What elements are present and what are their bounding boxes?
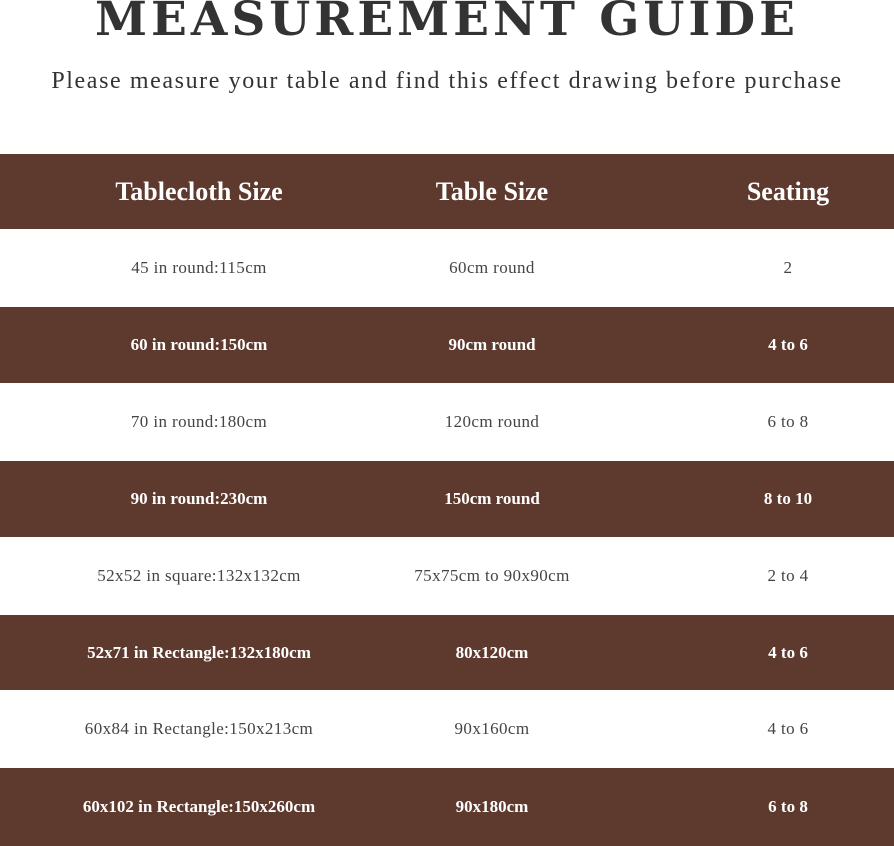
seating-cell: 2 [783,258,793,277]
table-size-cell: 80x120cm [455,642,529,662]
seating-cell: 4 to 6 [768,335,808,354]
seating-cell: 4 to 6 [767,719,809,738]
table-row [0,229,894,307]
table-row [0,461,894,537]
tablecloth-size-cell: 60x102 in Rectangle:150x260cm [82,797,316,816]
tablecloth-size-cell: 52x71 in Rectangle:132x180cm [87,642,311,662]
page-title: MEASUREMENT GUIDE [95,0,799,47]
table-row [0,768,894,846]
header-tablecloth-size: Tablecloth Size [115,176,283,206]
seating-cell: 8 to 10 [763,489,813,508]
seating-cell: 6 to 8 [767,412,809,431]
table-row [0,383,894,461]
table-row [0,307,894,383]
table-row [0,537,894,615]
tablecloth-size-cell: 70 in round:180cm [130,412,268,431]
tablecloth-size-cell: 52x52 in square:132x132cm [97,566,301,585]
table-row [0,690,894,768]
table-size-cell: 60cm round [449,258,535,277]
table-size-cell: 120cm round [444,412,540,431]
table-row [0,615,894,690]
seating-cell: 6 to 8 [768,797,808,816]
table-size-cell: 90cm round [448,335,536,354]
table-header [0,154,894,229]
table-size-cell: 150cm round [444,489,540,508]
tablecloth-size-cell: 60 in round:150cm [130,335,268,354]
seating-cell: 4 to 6 [768,642,808,662]
tablecloth-size-cell: 90 in round:230cm [130,489,268,508]
table-size-cell: 75x75cm to 90x90cm [414,566,570,585]
seating-cell: 2 to 4 [767,566,809,585]
tablecloth-size-cell: 60x84 in Rectangle:150x213cm [84,719,314,738]
tablecloth-size-cell: 45 in round:115cm [131,258,267,277]
table-size-cell: 90x180cm [455,797,529,816]
table-size-cell: 90x160cm [454,719,530,738]
header-seating: Seating [746,176,830,206]
header-table-size: Table Size [435,176,549,206]
page-subtitle: Please measure your table and find this effect drawing before purchase [51,68,843,94]
